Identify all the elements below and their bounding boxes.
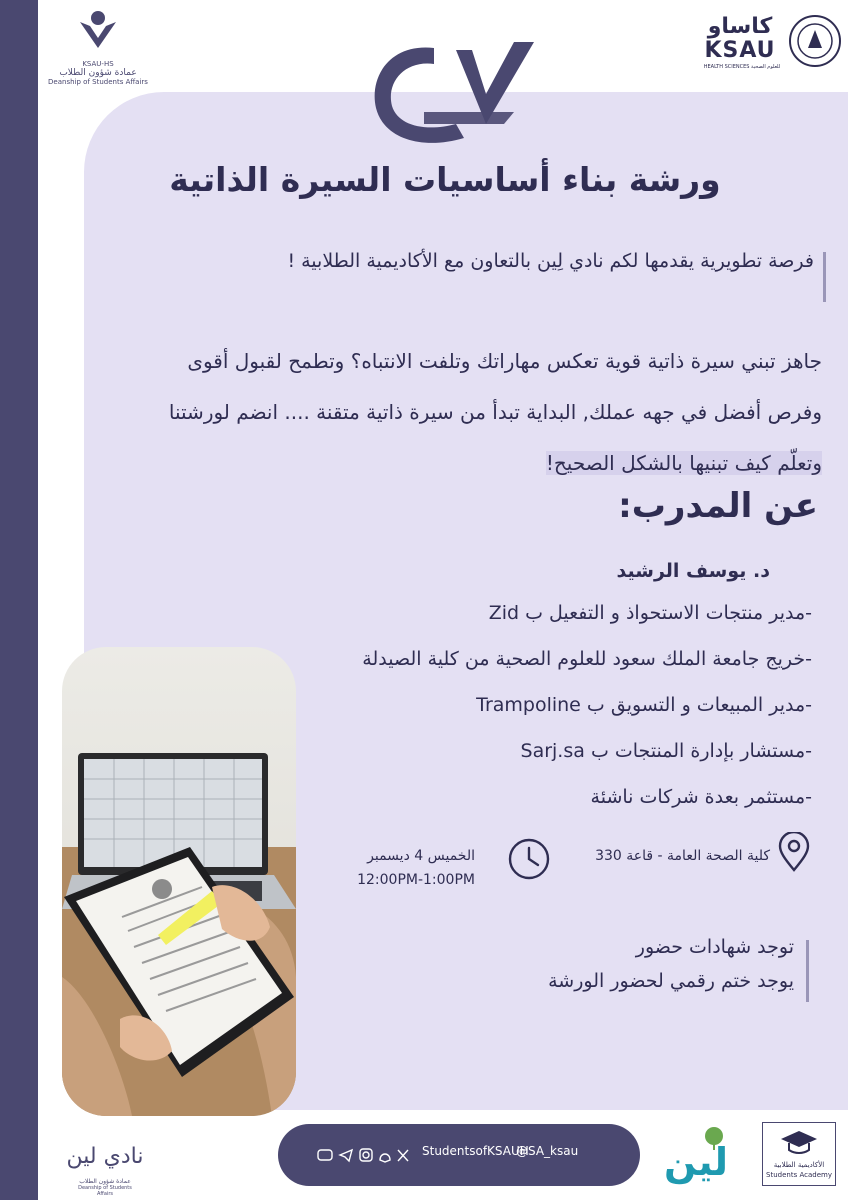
clock-icon — [508, 838, 550, 880]
deanship-name-ar: عمادة شؤون الطلاب — [59, 68, 137, 78]
certificate-note: توجد شهادات حضور — [635, 936, 794, 958]
graduation-cap-icon — [779, 1127, 819, 1157]
instagram-icon — [360, 1149, 372, 1161]
event-time: 12:00PM-1:00PM — [357, 872, 475, 888]
trainer-bio-list — [272, 596, 812, 826]
trainer-heading: عن المدرب: — [618, 486, 818, 526]
university-logo — [690, 12, 840, 72]
description-line-3: وتعلّم كيف تبنيها بالشكل الصحيح! — [545, 451, 822, 475]
digital-stamp-note: يوجد ختم رقمي لحضور الورشة — [548, 970, 794, 992]
intro-block — [160, 248, 826, 304]
certificates-accent-line — [806, 940, 809, 1002]
x-handle[interactable]: @SA_ksau — [516, 1144, 579, 1158]
intro-accent-line — [823, 252, 826, 302]
telegram-icon — [340, 1150, 352, 1161]
description-line-2: وفرص أفضل في جهه عملك, البداية تبدأ من سيرة ذاتية متقنة .... انضم لورشتنا — [168, 400, 822, 424]
snapchat-icon — [380, 1154, 390, 1162]
description — [100, 336, 822, 489]
deanship-logo — [48, 8, 148, 93]
deanship-abbr: KSAU-HS — [82, 60, 114, 68]
university-name-ar: كاساو — [707, 14, 773, 39]
event-location: كلية الصحة العامة - قاعة 330 — [595, 848, 770, 864]
description-line-1: جاهز تبني سيرة ذاتية قوية تعكس مهاراتك وتلفت الانتباه؟ وتطمح لقبول أقوى — [187, 349, 822, 373]
university-subtitle: HEALTH SCIENCES للعلوم الصحية — [703, 64, 781, 70]
social-icons-row — [316, 1146, 416, 1164]
leen-wordmark: لين — [664, 1140, 728, 1184]
club-sub-ar: عمادة شؤون الطلاب — [79, 1178, 131, 1185]
trainer-bio-item: -مدير المبيعات و التسويق ب Trampoline — [476, 694, 812, 716]
left-accent-bar — [0, 0, 38, 1200]
youtube-icon — [318, 1150, 332, 1160]
academy-name-ar: الأكاديمية الطلابية — [773, 1161, 825, 1169]
academy-name-en: Students Academy — [766, 1171, 832, 1179]
page-title: ورشة بناء أساسيات السيرة الذاتية — [169, 160, 721, 199]
leen-logo — [656, 1126, 746, 1190]
club-name: نادي لين — [66, 1144, 144, 1169]
trainer-name: د. يوسف الرشيد — [616, 560, 770, 582]
trainer-bio-item: -خريج جامعة الملك سعود للعلوم الصحية من كلية الصيدلة — [362, 648, 812, 670]
university-name-en: KSAU — [704, 38, 776, 63]
cv-laptop-illustration — [62, 647, 296, 1116]
deanship-emblem-icon — [76, 8, 120, 54]
trainer-bio-item: -مستثمر بعدة شركات ناشئة — [590, 786, 812, 808]
cv-review-photo — [62, 647, 296, 1116]
trainer-bio-item: -مدير منتجات الاستحواذ و التفعيل ب Zid — [488, 602, 812, 624]
deanship-name-en: Deanship of Students Affairs — [48, 78, 148, 86]
x-icon — [398, 1150, 408, 1161]
intro-text: فرصة تطويرية يقدمها لكم نادي لِين بالتعاون مع الأكاديمية الطلابية ! — [287, 250, 814, 272]
cv-monogram-icon — [364, 28, 544, 156]
social-handle[interactable]: StudentsofKSAUH — [422, 1144, 529, 1158]
university-seal-icon — [788, 14, 842, 68]
event-date: الخميس 4 ديسمبر — [367, 848, 475, 864]
trainer-bio-item: -مستشار بإدارة المنتجات ب Sarj.sa — [520, 740, 812, 762]
students-academy-logo — [762, 1122, 836, 1186]
club-sub-en: Deanship of Students Affairs — [78, 1185, 132, 1197]
social-media-bar — [278, 1124, 640, 1186]
leen-club-logo — [50, 1134, 160, 1197]
location-pin-icon — [776, 832, 812, 872]
